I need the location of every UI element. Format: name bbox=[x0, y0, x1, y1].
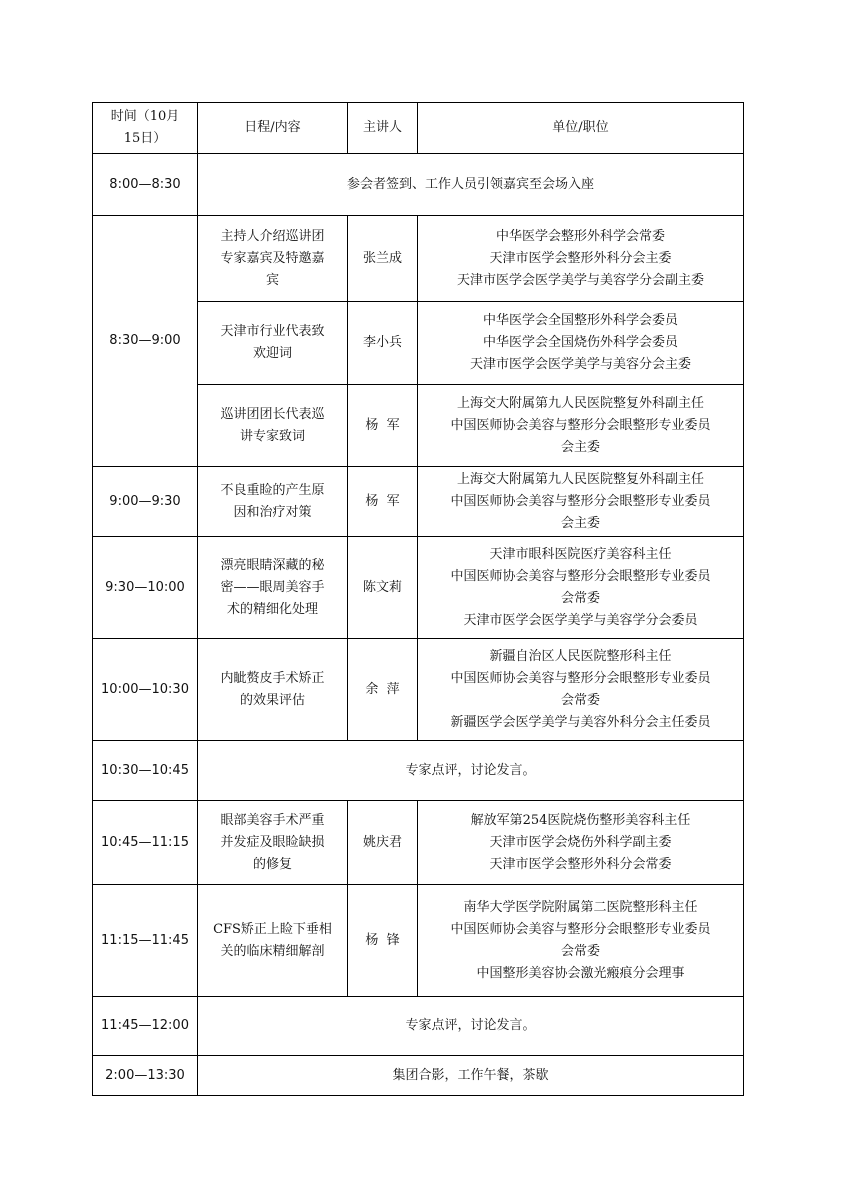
topic-cell bbox=[198, 302, 348, 385]
affiliation-line: 天津市医学会整形外科分会常委 bbox=[489, 856, 672, 872]
header-agenda: 日程/内容 bbox=[198, 103, 348, 154]
schedule-table bbox=[92, 102, 744, 1096]
speaker-cell: 杨 锋 bbox=[348, 885, 418, 997]
topic-line: 关的临床精细解剖 bbox=[220, 943, 325, 959]
affiliation-line: 天津市眼科医院医疗美容科主任 bbox=[489, 546, 672, 562]
affiliation-line: 会主委 bbox=[560, 515, 600, 531]
header-time bbox=[93, 103, 198, 154]
affiliation-cell bbox=[418, 885, 744, 997]
affiliation-line: 中国医师协会美容与整形分会眼整形专业委员 bbox=[450, 417, 711, 433]
affiliation-line: 天津市医学会烧伤外科学副主委 bbox=[489, 834, 672, 850]
affiliation-line: 天津市医学会医学美学与美容分会主委 bbox=[469, 357, 691, 372]
header-affiliation: 单位/职位 bbox=[418, 103, 744, 154]
header-speaker: 主讲人 bbox=[348, 103, 418, 154]
time-cell: 10:30—10:45 bbox=[93, 741, 198, 801]
affiliation-cell bbox=[418, 467, 744, 537]
span-cell: 专家点评，讨论发言。 bbox=[198, 997, 744, 1056]
topic-line: 漂亮眼睛深藏的秘 bbox=[220, 557, 325, 573]
time-cell: 11:45—12:00 bbox=[93, 997, 198, 1056]
time-cell: 10:45—11:15 bbox=[93, 801, 198, 885]
topic-cell bbox=[198, 216, 348, 302]
header-row bbox=[93, 103, 744, 154]
topic-cell bbox=[198, 385, 348, 467]
affiliation-line: 会常委 bbox=[560, 692, 600, 708]
topic-line: 天津市行业代表致 bbox=[220, 324, 325, 339]
affiliation-line: 新疆医学会医学美学与美容外科分会主任委员 bbox=[450, 714, 711, 730]
affiliation-cell bbox=[418, 302, 744, 385]
time-cell: 2:00—13:30 bbox=[93, 1056, 198, 1096]
topic-line: 的效果评估 bbox=[239, 692, 305, 708]
topic-cell bbox=[198, 467, 348, 537]
time-cell: 9:00—9:30 bbox=[93, 467, 198, 537]
time-cell: 11:15—11:45 bbox=[93, 885, 198, 997]
speaker-cell: 杨 军 bbox=[348, 467, 418, 537]
table-row bbox=[93, 885, 744, 997]
affiliation-cell bbox=[418, 385, 744, 467]
topic-line: 宾 bbox=[265, 272, 279, 288]
table-row bbox=[93, 216, 744, 302]
topic-line: 内眦赘皮手术矫正 bbox=[220, 670, 325, 686]
affiliation-line: 南华大学医学院附属第二医院整形科主任 bbox=[463, 899, 698, 915]
affiliation-line: 新疆自治区人民医院整形科主任 bbox=[489, 648, 672, 664]
topic-cell bbox=[198, 639, 348, 741]
affiliation-line: 会常委 bbox=[560, 943, 600, 959]
affiliation-line: 天津市医学会医学美学与美容学分会副主委 bbox=[456, 272, 704, 288]
table-row bbox=[93, 154, 744, 216]
time-cell: 9:30—10:00 bbox=[93, 537, 198, 639]
table-row bbox=[93, 997, 744, 1056]
speaker-cell: 陈文莉 bbox=[348, 537, 418, 639]
header-time-line: 时间（10月 bbox=[110, 109, 180, 124]
affiliation-line: 中国医师协会美容与整形分会眼整形专业委员 bbox=[450, 493, 711, 509]
table-row bbox=[93, 537, 744, 639]
affiliation-cell bbox=[418, 216, 744, 302]
topic-line: 密——眼周美容手 bbox=[220, 579, 325, 595]
topic-cell bbox=[198, 537, 348, 639]
affiliation-line: 中国医师协会美容与整形分会眼整形专业委员 bbox=[450, 568, 711, 584]
affiliation-line: 天津市医学会整形外科分会主委 bbox=[489, 250, 672, 266]
speaker-cell: 杨 军 bbox=[348, 385, 418, 467]
affiliation-cell bbox=[418, 801, 744, 885]
header-time-line: 15日） bbox=[123, 131, 167, 146]
affiliation-cell bbox=[418, 537, 744, 639]
table-row bbox=[93, 1056, 744, 1096]
affiliation-line: 中华医学会全国整形外科学会委员 bbox=[482, 313, 678, 328]
topic-line: 因和治疗对策 bbox=[233, 504, 312, 520]
affiliation-line: 中华医学会全国烧伤外科学会委员 bbox=[482, 335, 678, 350]
topic-line: CFS矫正上睑下垂相 bbox=[213, 921, 332, 937]
time-cell: 8:00—8:30 bbox=[93, 154, 198, 216]
topic-line: 专家嘉宾及特邀嘉 bbox=[220, 250, 325, 266]
table-row bbox=[93, 801, 744, 885]
speaker-cell: 余 萍 bbox=[348, 639, 418, 741]
topic-line: 的修复 bbox=[252, 856, 292, 872]
affiliation-line: 中国整形美容协会激光瘢痕分会理事 bbox=[476, 965, 685, 981]
table-row bbox=[93, 467, 744, 537]
topic-line: 主持人介绍巡讲团 bbox=[220, 228, 325, 244]
table-row bbox=[93, 639, 744, 741]
table-row bbox=[93, 741, 744, 801]
topic-cell bbox=[198, 801, 348, 885]
affiliation-line: 会常委 bbox=[560, 590, 600, 606]
speaker-cell: 姚庆君 bbox=[348, 801, 418, 885]
topic-line: 不良重睑的产生原 bbox=[220, 482, 325, 498]
affiliation-line: 上海交大附属第九人民医院整复外科副主任 bbox=[456, 395, 704, 411]
time-cell: 10:00—10:30 bbox=[93, 639, 198, 741]
topic-line: 并发症及眼睑缺损 bbox=[220, 834, 325, 850]
topic-cell bbox=[198, 885, 348, 997]
affiliation-line: 解放军第254医院烧伤整形美容科主任 bbox=[470, 812, 691, 828]
speaker-cell: 李小兵 bbox=[348, 302, 418, 385]
affiliation-line: 上海交大附属第九人民医院整复外科副主任 bbox=[456, 471, 704, 487]
affiliation-line: 中国医师协会美容与整形分会眼整形专业委员 bbox=[450, 921, 711, 937]
affiliation-line: 天津市医学会医学美学与美容学分会委员 bbox=[463, 612, 698, 628]
affiliation-line: 会主委 bbox=[560, 439, 600, 455]
topic-line: 术的精细化处理 bbox=[226, 601, 318, 617]
topic-line: 欢迎词 bbox=[252, 346, 292, 361]
span-cell: 参会者签到、工作人员引领嘉宾至会场入座 bbox=[198, 154, 744, 216]
topic-line: 眼部美容手术严重 bbox=[220, 812, 325, 828]
time-cell: 8:30—9:00 bbox=[93, 216, 198, 467]
affiliation-cell bbox=[418, 639, 744, 741]
affiliation-line: 中华医学会整形外科学会常委 bbox=[495, 228, 665, 244]
span-cell: 专家点评，讨论发言。 bbox=[198, 741, 744, 801]
span-cell: 集团合影，工作午餐，茶歇 bbox=[198, 1056, 744, 1096]
speaker-cell: 张兰成 bbox=[348, 216, 418, 302]
topic-line: 巡讲团团长代表巡 bbox=[220, 406, 325, 422]
affiliation-line: 中国医师协会美容与整形分会眼整形专业委员 bbox=[450, 670, 711, 686]
topic-line: 讲专家致词 bbox=[239, 428, 305, 444]
